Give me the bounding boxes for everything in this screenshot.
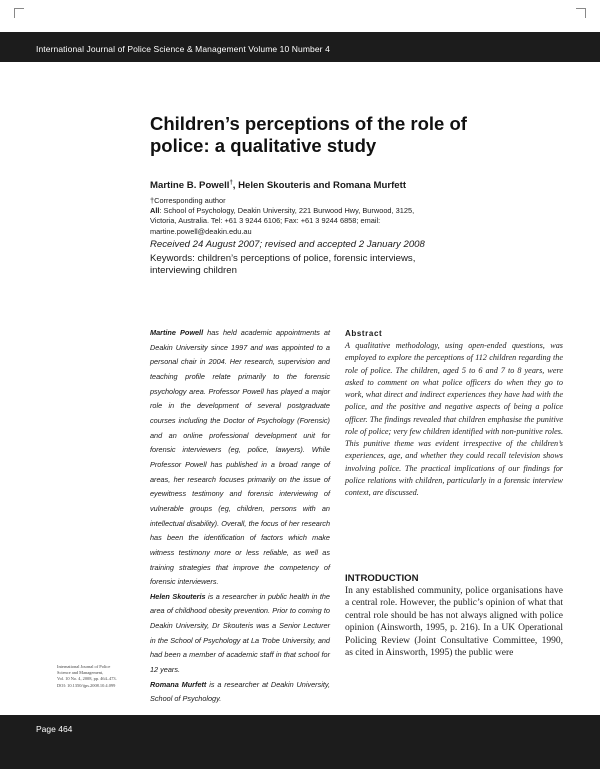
keywords: Keywords: children’s perceptions of police, forensic interviews, interviewing children [150, 253, 416, 276]
bio-murfett [150, 678, 330, 707]
corresponding-mark: † [229, 179, 233, 186]
bio-skouteris [150, 590, 330, 678]
citation-line-4: DOI: 10.1350/ijps.2008.10.4.099 [57, 682, 116, 688]
bio-powell [150, 326, 330, 590]
other-authors: , Helen Skouteris and Romana Murfett [232, 180, 407, 191]
citation-line-3: Vol. 10 No. 4, 2008, pp. 464–473. [57, 676, 117, 682]
affiliation-contact: Victoria, Australia. Tel: +61 3 9244 6106; Fax: +61 3 9244 6858; email: [150, 216, 381, 226]
introduction-heading: INTRODUCTION [345, 573, 419, 584]
corresponding-note: †Corresponding author [150, 196, 226, 205]
citation-line-2: Science and Management, [57, 670, 104, 676]
author-email[interactable]: martine.powell@deakin.edu.au [150, 226, 252, 236]
bio-powell-name: Martine Powell [150, 328, 204, 337]
affiliation-address [150, 206, 470, 216]
authors [150, 180, 406, 191]
bio-skouteris-name: Helen Skouteris [150, 591, 206, 601]
citation-note [57, 664, 131, 689]
bio-powell-text: has held academic appointments at Deakin University since 1997 and was appointed to a personal chair in 2004. Her research, supervision and teaching profile relate primarily to the forensic psychology area. Professor Powell has played a major role in the development of several postgraduate courses including the Doctor of Psychology (Forensic) and an online professional development unit for forensic interviewers (eg, police, lawyers). While Professor Powell has published in a broad range of areas, her research focuses primarily on the issue of eyewitness testimony and forensic interviewing of vulnerable groups (eg, children, persons with an intellectual disability). Overall, the focus of her research has been the identification of factors which make witness testimony more or less reliable, as well as training strategies that improve the competency of forensic interviewers. [150, 328, 330, 587]
journal-title: International Journal of Police Science & Management Volume 10 Number 4 [36, 44, 330, 54]
first-author: Martine B. Powell [150, 180, 230, 191]
author-biographies [150, 326, 330, 707]
affiliation-text: : School of Psychology, Deakin University, 221 Burwood Hwy, Burwood, 3125, [159, 206, 415, 216]
affiliation [150, 196, 470, 237]
abstract-heading: Abstract [345, 329, 383, 338]
journal-header-band [0, 32, 600, 62]
article-title: Children’s perceptions of the role of police: a qualitative study [150, 113, 467, 156]
bio-murfett-text: is a researcher at Deakin University, School of Psychology. [150, 679, 331, 704]
received-dates: Received 24 August 2007; revised and accepted 2 January 2008 [150, 239, 425, 250]
introduction-text: In any established community, police organisations have a central role. However, the public’s opinion of what that central role should be has not always aligned with police opinion (Ainsworth, 1995, p. 216). In a UK Operational Policing Review (Joint Consultative Committee, 1990, as cited in Ainsworth, 1995) the public were [345, 586, 563, 659]
bio-murfett-name: Romana Murfett [150, 679, 207, 689]
abstract-text: A qualitative methodology, using open-ended questions, was employed to explore the perceptions of 112 children regarding the role of police. The children, aged 5 to 6 and 7 to 8 years, were asked to comment on what police officers do when they go to work, what direct and indirect experiences they have had with the police, and the positive and negative aspects of being a police officer. The findings revealed that children emphasise the punitive role of police; very few children identified with non-punitive roles. This punitive theme was evident irrespective of the children’s experiences, age, and whether they could recall television shows involving police. The practical implications of our findings for police relations with children, particularly in a forensic interview context, are discussed. [345, 341, 563, 497]
page-footer-band [0, 715, 600, 769]
page-number: Page 464 [36, 724, 73, 734]
affiliation-label: All [150, 206, 160, 216]
crop-mark-top-right [576, 8, 586, 18]
citation-line-1: International Journal of Police [57, 664, 111, 669]
crop-mark-top-left [14, 8, 24, 18]
bio-skouteris-text: is a researcher in public health in the area of childhood obesity prevention. Prior to coming to Deakin University, Dr Skouteris was a Senior Lecturer in the School of Psychology at La Trobe University, and had been a member of academic staff in that school for 12 years. [150, 591, 330, 675]
